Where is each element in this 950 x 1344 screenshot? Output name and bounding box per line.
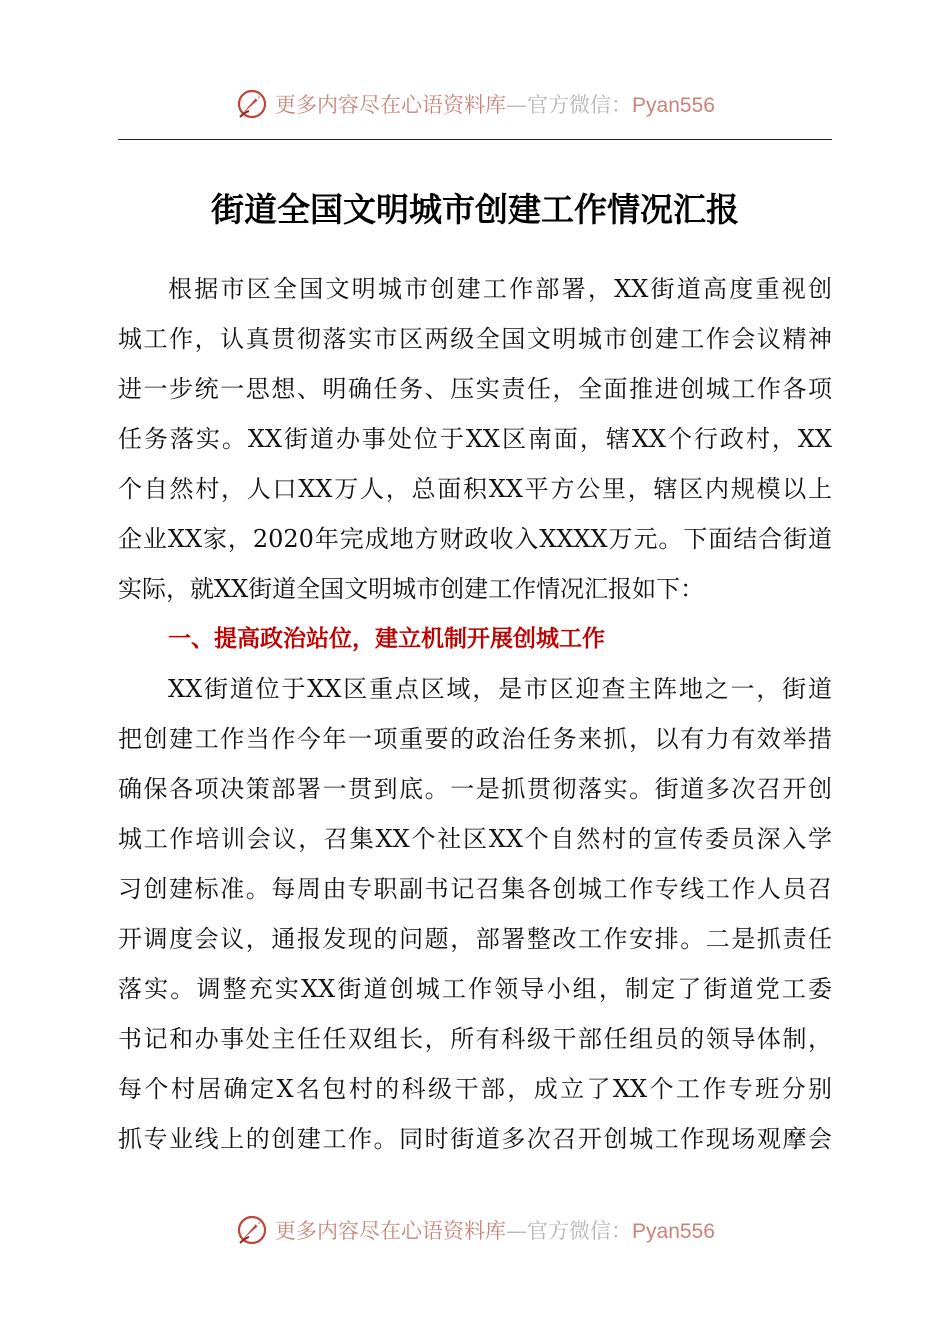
- paragraph-line: 把创建工作当作今年一项重要的政治任务来抓，以有力有效举措: [118, 725, 832, 753]
- paragraph-line: 个自然村，人口XX万人，总面积XX平方公里，辖区内规模以上: [118, 475, 832, 503]
- pen-nib-logo-icon: [235, 87, 269, 121]
- document-title: 街道全国文明城市创建工作情况汇报: [211, 190, 739, 229]
- paragraph-line: XX街道位于XX区重点区域，是市区迎查主阵地之一，街道: [168, 675, 832, 703]
- paragraph-line: 进一步统一思想、明确任务、压实责任，全面推进创城工作各项: [118, 375, 832, 403]
- paragraph-line: 抓专业线上的创建工作。同时街道多次召开创城工作现场观摩会: [118, 1125, 832, 1153]
- watermark-banner-bottom: [0, 1210, 950, 1250]
- watermark-label: 官方微信：: [527, 1219, 633, 1243]
- watermark-text-bottom: [275, 1215, 715, 1245]
- paragraph-line: 开调度会议，通报发现的问题，部署整改工作安排。二是抓责任: [118, 925, 832, 953]
- watermark-id: Pyan556: [632, 1220, 715, 1243]
- paragraph-line: 书记和办事处主任任双组长，所有科级干部任组员的领导体制，: [118, 1025, 832, 1053]
- watermark-id: Pyan556: [632, 94, 715, 117]
- paragraph-line: 确保各项决策部署一贯到底。一是抓贯彻落实。街道多次召开创: [118, 775, 832, 803]
- watermark-text-top: [275, 89, 715, 119]
- paragraph-line: 实际，就XX街道全国文明城市创建工作情况汇报如下：: [118, 575, 705, 603]
- header-rule: [118, 139, 832, 140]
- paragraph-line: 任务落实。XX街道办事处位于XX区南面，辖XX个行政村，XX: [118, 425, 832, 453]
- document-body: [118, 264, 832, 1164]
- watermark-main: 更多内容尽在心语资料库: [275, 1219, 507, 1243]
- paragraph-line: 每个村居确定X名包村的科级干部，成立了XX个工作专班分别: [118, 1075, 832, 1103]
- paragraph-line: 城工作，认真贯彻落实市区两级全国文明城市创建工作会议精神: [118, 325, 832, 353]
- paragraph-line: 企业XX家，2020年完成地方财政收入XXXX万元。下面结合街道: [118, 525, 832, 553]
- paragraph-line: 城工作培训会议，召集XX个社区XX个自然村的宣传委员深入学: [118, 825, 832, 853]
- watermark-separator: —: [506, 93, 528, 117]
- section-heading: 一、提高政治站位，建立机制开展创城工作: [168, 626, 605, 652]
- pen-nib-logo-icon: [235, 1213, 269, 1247]
- watermark-banner-top: [0, 84, 950, 124]
- watermark-separator: —: [506, 1219, 528, 1243]
- watermark-main: 更多内容尽在心语资料库: [275, 93, 507, 117]
- paragraph-line: 根据市区全国文明城市创建工作部署，XX街道高度重视创: [168, 275, 832, 303]
- watermark-label: 官方微信：: [527, 93, 633, 117]
- paragraph-line: 落实。调整充实XX街道创城工作领导小组，制定了街道党工委: [118, 975, 832, 1003]
- paragraph-line: 习创建标准。每周由专职副书记召集各创城工作专线工作人员召: [118, 875, 832, 903]
